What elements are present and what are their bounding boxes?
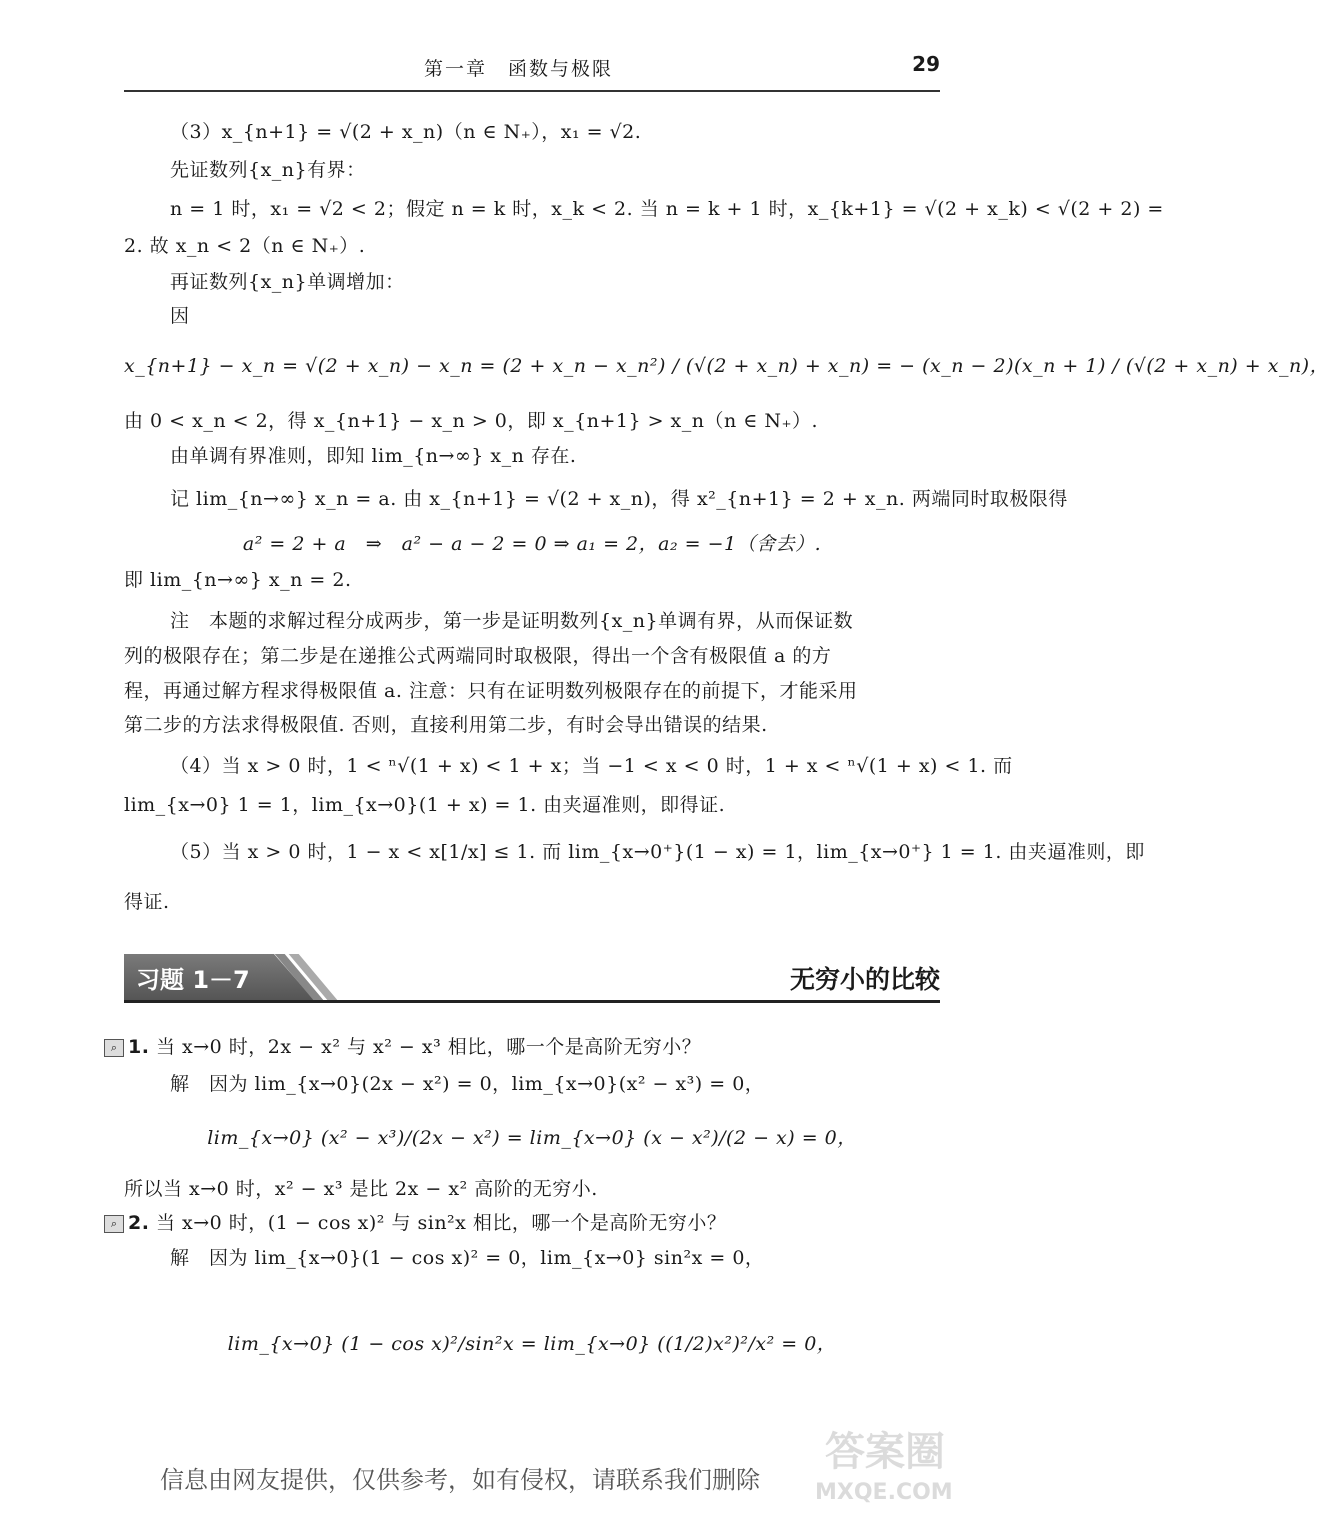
solution-line: 解 因为 lim_{x→0}(1 − cos x)² = 0，lim_{x→0} sin²x = 0， xyxy=(170,1247,765,1269)
running-head xyxy=(124,50,940,92)
body-line: （4）当 x > 0 时，1 < ⁿ√(1 + x) < 1 + x；当 −1 < x < 0 时，1 + x < ⁿ√(1 + x) < 1. 而 xyxy=(170,755,1013,777)
note-line: 列的极限存在；第二步是在递推公式两端同时取极限，得出一个含有极限值 a 的方 xyxy=(124,645,832,667)
watermark-url: MXQE.COM xyxy=(815,1480,953,1505)
body-line: （5）当 x > 0 时，1 − x < x[1/x] ≤ 1. 而 lim_{x→0⁺}(1 − x) = 1，lim_{x→0⁺} 1 = 1. 由夹逼准则，即 xyxy=(170,841,1145,863)
body-line: 即 lim_{n→∞} x_n = 2. xyxy=(124,569,352,591)
equation: x_{n+1} − x_n = √(2 + x_n) − x_n = (2 + x_n − x_n²) / (√(2 + x_n) + x_n) = − (x_n − 2)(x_n + 1) / (√(2 + x_n) + x_n)， xyxy=(124,355,1329,377)
section-banner xyxy=(124,954,940,1003)
watermark-logo-text: 答案圈 xyxy=(825,1429,945,1475)
exercise-number: 1. xyxy=(128,1036,150,1058)
note-line: 程，再通过解方程求得极限值 a. 注意：只有在证明数列极限存在的前提下，才能采用 xyxy=(124,680,858,702)
body-line: 记 lim_{n→∞} x_n = a. 由 x_{n+1} = √(2 + x_n)，得 x²_{n+1} = 2 + x_n. 两端同时取极限得 xyxy=(170,488,1068,510)
conclusion-line: 所以当 x→0 时，x² − x³ 是比 2x − x² 高阶的无穷小. xyxy=(124,1178,598,1200)
exercise-2-question xyxy=(128,1209,726,1237)
body-line: n = 1 时，x₁ = √2 < 2；假定 n = k 时，x_k < 2. 当 n = k + 1 时，x_{k+1} = √(2 + x_k) < √(2 + 2) = xyxy=(170,198,1164,220)
exercise-text: 当 x→0 时，2x − x² 与 x² − x³ 相比，哪一个是高阶无穷小？ xyxy=(156,1036,702,1058)
footer-disclaimer: 信息由网友提供，仅供参考，如有侵权，请联系我们删除 xyxy=(160,1466,760,1494)
equation: a² = 2 + a ⇒ a² − a − 2 = 0 ⇒ a₁ = 2，a₂ = −1（舍去）. xyxy=(242,533,822,555)
chapter-title: 第一章 函数与极限 xyxy=(424,58,614,80)
body-line: 先证数列{x_n}有界： xyxy=(170,159,366,181)
body-line: （3）x_{n+1} = √(2 + x_n)（n ∈ N₊），x₁ = √2. xyxy=(170,121,642,143)
body-line: 得证. xyxy=(124,891,170,913)
note-line: 注 本题的求解过程分成两步，第一步是证明数列{x_n}单调有界，从而保证数 xyxy=(170,610,854,632)
equation: lim_{x→0} (1 − cos x)²/sin²x = lim_{x→0} ((1/2)x²)²/x² = 0， xyxy=(227,1333,837,1355)
section-topic: 无穷小的比较 xyxy=(789,965,940,994)
body-line: 由 0 < x_n < 2，得 x_{n+1} − x_n > 0，即 x_{n+1} > x_n（n ∈ N₊）. xyxy=(124,410,819,432)
body-line: 因 xyxy=(170,305,190,327)
equation: lim_{x→0} (x² − x³)/(2x − x²) = lim_{x→0} (x − x²)/(2 − x) = 0， xyxy=(207,1127,857,1149)
exercise-icon: ⌕ xyxy=(104,1215,124,1233)
body-line: 再证数列{x_n}单调增加： xyxy=(170,271,405,293)
exercise-number: 2. xyxy=(128,1212,150,1234)
exercise-1-question xyxy=(128,1033,701,1061)
site-watermark xyxy=(815,1420,975,1515)
body-line: 2. 故 x_n < 2（n ∈ N₊）. xyxy=(124,235,366,257)
note-line: 第二步的方法求得极限值. 否则，直接利用第二步，有时会导出错误的结果. xyxy=(124,714,768,736)
body-line: lim_{x→0} 1 = 1，lim_{x→0}(1 + x) = 1. 由夹逼准则，即得证. xyxy=(124,794,726,816)
solution-line: 解 因为 lim_{x→0}(2x − x²) = 0，lim_{x→0}(x² − x³) = 0， xyxy=(170,1073,765,1095)
page-number: 29 xyxy=(912,52,940,76)
exercise-text: 当 x→0 时，(1 − cos x)² 与 sin²x 相比，哪一个是高阶无穷小？ xyxy=(156,1212,727,1234)
exercise-icon: ⌕ xyxy=(104,1039,124,1057)
section-label: 习题 1－7 xyxy=(136,966,250,994)
body-line: 由单调有界准则，即知 lim_{n→∞} x_n 存在. xyxy=(170,445,577,467)
